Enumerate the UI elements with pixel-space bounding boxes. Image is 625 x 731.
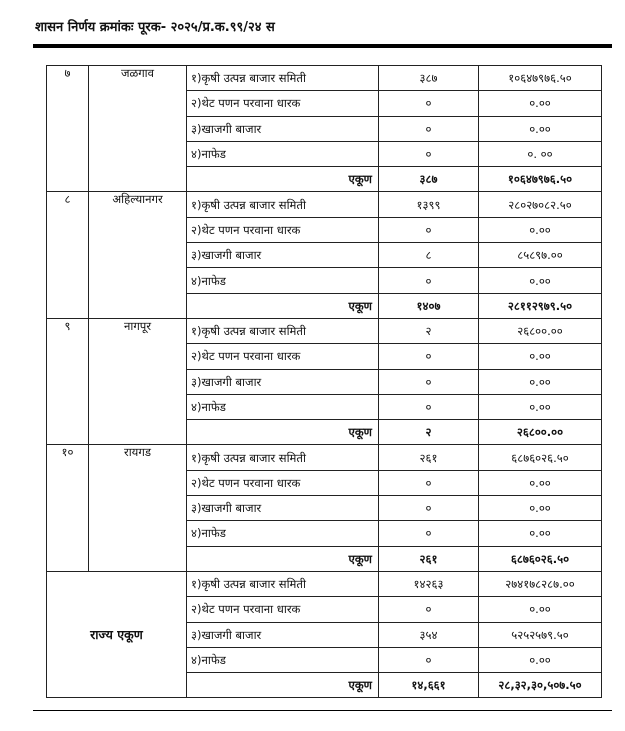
category-cell: ३)खाजगी बाजार <box>187 622 379 647</box>
count-cell: ० <box>379 344 479 369</box>
count-cell: ० <box>379 141 479 166</box>
category-cell: ४)नाफेड <box>187 141 379 166</box>
amount-cell: ०.०० <box>479 647 602 672</box>
total-count: २६१ <box>379 546 479 571</box>
count-cell: ८ <box>379 243 479 268</box>
category-cell: ४)नाफेड <box>187 647 379 672</box>
category-cell: १)कृषी उत्पन्न बाजार समिती <box>187 318 379 343</box>
amount-cell: ०.०० <box>479 470 602 495</box>
amount-cell: ०.०० <box>479 344 602 369</box>
total-amount: २८११२९७९.५० <box>479 293 602 318</box>
serial-number: ८ <box>47 192 89 318</box>
category-cell: १)कृषी उत्पन्न बाजार समिती <box>187 445 379 470</box>
count-cell: ० <box>379 116 479 141</box>
amount-cell: ०.०० <box>479 116 602 141</box>
amount-cell: ०.०० <box>479 521 602 546</box>
amount-cell: २६८००.०० <box>479 318 602 343</box>
category-cell: ४)नाफेड <box>187 268 379 293</box>
category-cell: २)थेट पणन परवाना धारक <box>187 597 379 622</box>
state-total-label: राज्य एकूण <box>47 571 187 697</box>
header-rule <box>33 44 612 48</box>
category-cell: २)थेट पणन परवाना धारक <box>187 91 379 116</box>
footer-rule <box>33 710 612 711</box>
amount-cell: ०.०० <box>479 394 602 419</box>
category-cell: १)कृषी उत्पन्न बाजार समिती <box>187 192 379 217</box>
amount-cell: २८०२७०८२.५० <box>479 192 602 217</box>
count-cell: ३८७ <box>379 66 479 91</box>
total-label: एकूण <box>187 167 379 192</box>
category-cell: ४)नाफेड <box>187 394 379 419</box>
total-amount: २६८००.०० <box>479 420 602 445</box>
serial-number: ७ <box>47 66 89 192</box>
amount-cell: ०.०० <box>479 369 602 394</box>
district-name: जळगाव <box>89 66 187 192</box>
count-cell: २६१ <box>379 445 479 470</box>
district-market-table <box>46 65 602 698</box>
total-label: एकूण <box>187 546 379 571</box>
table-row <box>47 192 602 217</box>
district-name: नागपूर <box>89 318 187 444</box>
table-row <box>47 66 602 91</box>
total-amount: ६८७६०२६.५० <box>479 546 602 571</box>
total-amount: १०६४७९७६.५० <box>479 167 602 192</box>
table-row <box>47 571 602 596</box>
count-cell: ० <box>379 268 479 293</box>
amount-cell: ०. ०० <box>479 141 602 166</box>
category-cell: ३)खाजगी बाजार <box>187 369 379 394</box>
category-cell: १)कृषी उत्पन्न बाजार समिती <box>187 571 379 596</box>
count-cell: ० <box>379 470 479 495</box>
count-cell: ० <box>379 394 479 419</box>
category-cell: २)थेट पणन परवाना धारक <box>187 344 379 369</box>
count-cell: ० <box>379 369 479 394</box>
amount-cell: ६८७६०२६.५० <box>479 445 602 470</box>
category-cell: ३)खाजगी बाजार <box>187 496 379 521</box>
count-cell: ० <box>379 91 479 116</box>
count-cell: ० <box>379 217 479 242</box>
count-cell: १४२६३ <box>379 571 479 596</box>
amount-cell: ०.०० <box>479 268 602 293</box>
district-name: अहिल्यानगर <box>89 192 187 318</box>
serial-number: ९ <box>47 318 89 444</box>
count-cell: ० <box>379 521 479 546</box>
amount-cell: ०.०० <box>479 91 602 116</box>
count-cell: ० <box>379 597 479 622</box>
table-row <box>47 445 602 470</box>
count-cell: ३५४ <box>379 622 479 647</box>
district-name: रायगड <box>89 445 187 571</box>
count-cell: ० <box>379 496 479 521</box>
count-cell: २ <box>379 318 479 343</box>
category-cell: ३)खाजगी बाजार <box>187 116 379 141</box>
amount-cell: १०६४७९७६.५० <box>479 66 602 91</box>
total-count: १४,६६१ <box>379 673 479 698</box>
amount-cell: ०.०० <box>479 597 602 622</box>
amount-cell: २७४१७८२८७.०० <box>479 571 602 596</box>
amount-cell: ०.०० <box>479 496 602 521</box>
total-label: एकूण <box>187 293 379 318</box>
category-cell: ३)खाजगी बाजार <box>187 243 379 268</box>
category-cell: १)कृषी उत्पन्न बाजार समिती <box>187 66 379 91</box>
amount-cell: ०.०० <box>479 217 602 242</box>
table-row <box>47 318 602 343</box>
amount-cell: ५२५२५७९.५० <box>479 622 602 647</box>
total-amount: २८,३२,३०,५०७.५० <box>479 673 602 698</box>
category-cell: २)थेट पणन परवाना धारक <box>187 217 379 242</box>
total-count: २ <box>379 420 479 445</box>
count-cell: ० <box>379 647 479 672</box>
page-header: शासन निर्णय क्रमांकः पूरक- २०२५/प्र.क.९९/२४ स <box>35 20 275 35</box>
count-cell: १३९९ <box>379 192 479 217</box>
category-cell: ४)नाफेड <box>187 521 379 546</box>
amount-cell: ८५८९७.०० <box>479 243 602 268</box>
category-cell: २)थेट पणन परवाना धारक <box>187 470 379 495</box>
serial-number: १० <box>47 445 89 571</box>
total-label: एकूण <box>187 673 379 698</box>
total-count: १४०७ <box>379 293 479 318</box>
total-count: ३८७ <box>379 167 479 192</box>
total-label: एकूण <box>187 420 379 445</box>
